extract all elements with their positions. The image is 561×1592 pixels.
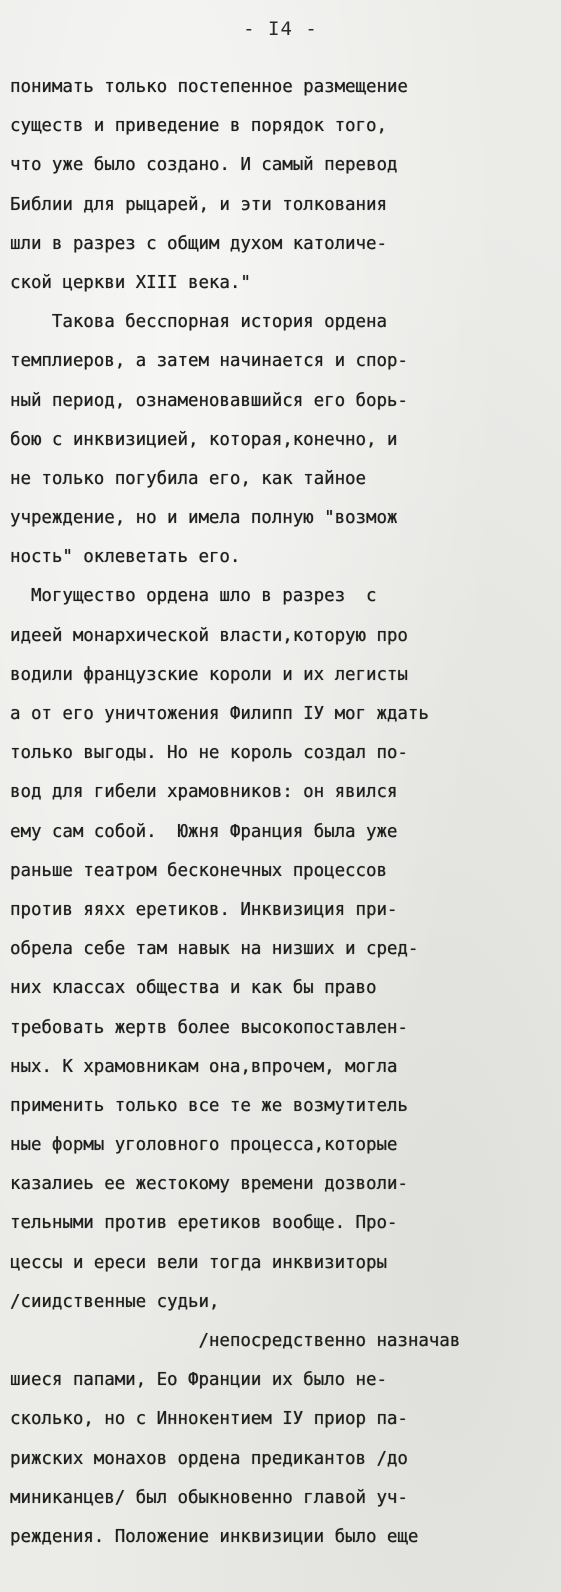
body-text	[10, 72, 555, 1561]
text-line: шли в разрез с общим духом католиче-	[10, 233, 387, 254]
text-line: сколько, но с Иннокентием IУ приор па-	[10, 1409, 408, 1430]
text-line: не только погубила его, как тайное	[10, 468, 366, 489]
text-line: против яяхх еретиков. Инквизиция при-	[10, 899, 398, 920]
text-line: существ и приведение в порядок того,	[10, 116, 387, 137]
text-line: только выгоды. Но не король создал по-	[10, 743, 408, 764]
text-line: Такова бесспорная история ордена	[10, 312, 387, 333]
text-line: темплиеров, а затем начинается и спор-	[10, 351, 408, 372]
text-line: раньше театром бесконечных процессов	[10, 860, 387, 881]
text-line: ской церкви XIII века."	[10, 272, 251, 293]
text-line: что уже было создано. И самый перевод	[10, 155, 398, 176]
text-line: реждения. Положение инквизиции было еще	[10, 1526, 419, 1547]
text-line: ему сам собой. Южня Франция была уже	[10, 821, 398, 842]
text-line: понимать только постепенное размещение	[10, 77, 408, 97]
text-line: ные формы уголовного процесса,которые	[10, 1135, 398, 1156]
text-line: идеей монархической власти,которую про	[10, 625, 408, 646]
text-line: ный период, ознаменовавшийся его борь-	[10, 390, 408, 411]
text-line: миниканцев/ был обыкновенно главой уч-	[10, 1487, 408, 1508]
text-line: обрела себе там навык на низших и сред-	[10, 939, 419, 960]
text-line: /непосредственно назначав	[10, 1331, 461, 1351]
text-line: рижских монахов ордена предикантов /до	[10, 1448, 408, 1469]
text-line: Могущество ордена шло в разрез с	[10, 586, 377, 607]
text-line: них классах общества и как бы право	[10, 978, 377, 999]
text-line: ных. К храмовникам она,впрочем, могла	[10, 1056, 398, 1077]
text-line: требовать жертв более высокопоставлен-	[10, 1017, 408, 1038]
text-line: казалиеь ее жестокому времени дозволи-	[10, 1174, 408, 1195]
text-line: Библии для рыцарей, и эти толкования	[10, 194, 387, 215]
text-line: /сиидственные судьи,	[10, 1291, 220, 1312]
text-line: применить только все те же возмутитель	[10, 1095, 408, 1116]
text-line: водили французские короли и их легисты	[10, 664, 408, 685]
text-line: а от его уничтожения Филипп IУ мог ждать	[10, 704, 429, 724]
text-line: учреждение, но и имела полную "возмож	[10, 508, 398, 529]
text-line: бою с инквизицией, которая,конечно, и	[10, 429, 398, 450]
text-line: ность" оклеветать его.	[10, 547, 241, 568]
text-line: вод для гибели храмовников: он явился	[10, 782, 398, 803]
text-line: шиеся папами, Ео Франции их было не-	[10, 1370, 387, 1391]
text-line: тельными против еретиков вообще. Про-	[10, 1213, 398, 1234]
page-number: - I4 -	[243, 18, 318, 40]
text-line: цессы и ереси вели тогда инквизиторы	[10, 1252, 387, 1273]
